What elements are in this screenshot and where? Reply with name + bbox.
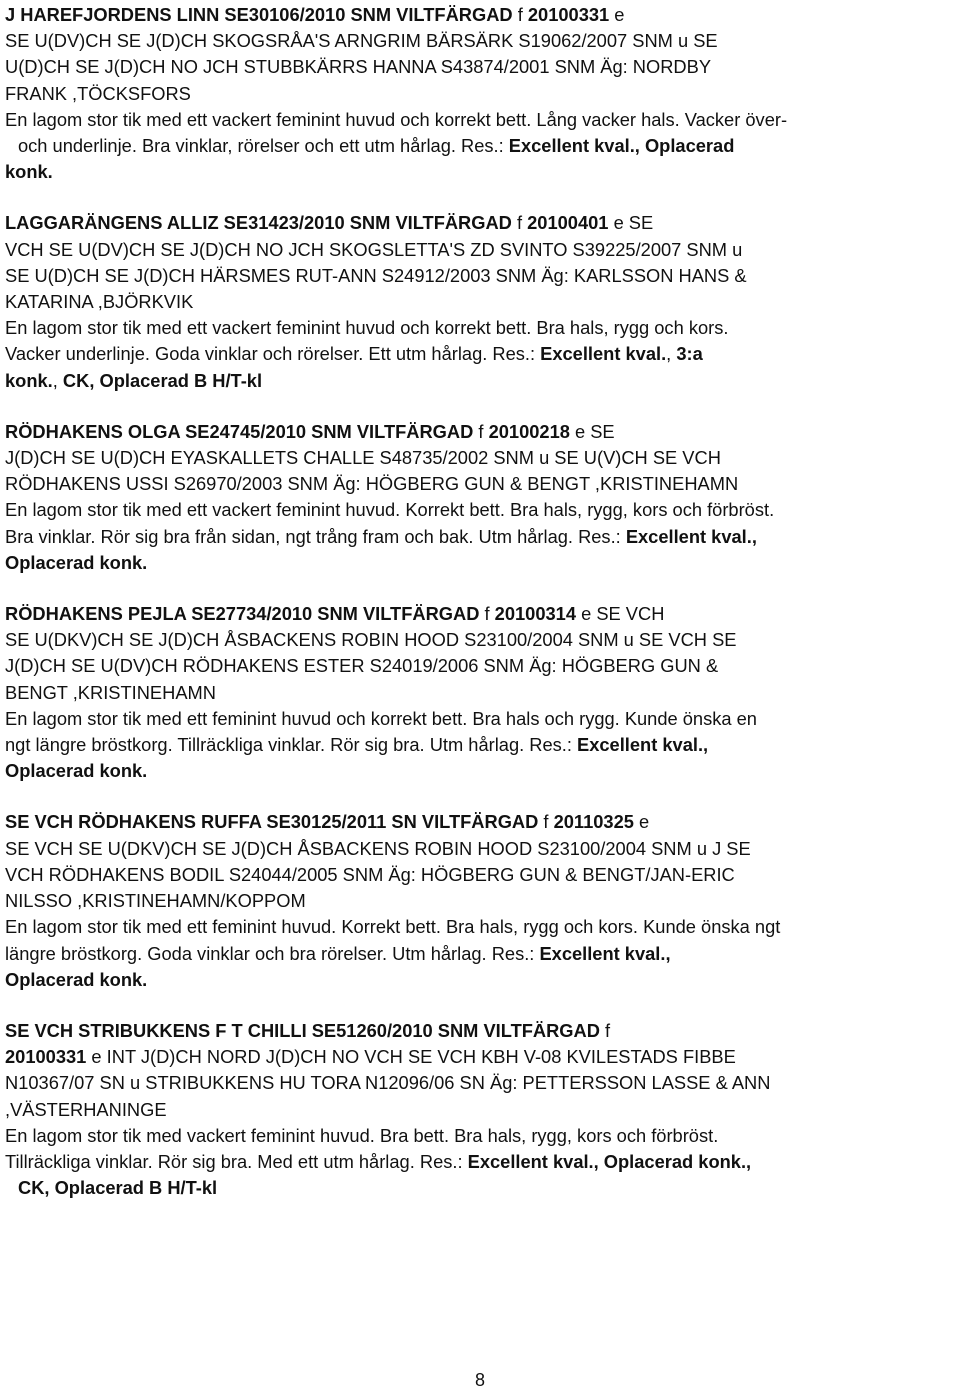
bold-text: SE VCH RÖDHAKENS RUFFA SE30125/2011 SN VILTFÄRGAD — [5, 811, 539, 833]
entry-text-line — [5, 28, 955, 54]
entry-text-line — [5, 706, 955, 732]
text-segment: NILSSO ,KRISTINEHAMN/KOPPOM — [5, 890, 306, 912]
entry-text-line — [5, 967, 955, 993]
bold-text: SE VCH STRIBUKKENS F T CHILLI SE51260/2010 SNM VILTFÄRGAD — [5, 1019, 600, 1041]
text-segment: ,VÄSTERHANINGE — [5, 1098, 167, 1120]
entry-text-line — [5, 862, 955, 888]
bold-text: CK, Oplacerad B H/T-kl — [18, 1177, 218, 1199]
bold-text: Excellent kval., — [539, 942, 671, 964]
entry-text-line — [5, 289, 955, 315]
entry-text-line — [5, 1097, 955, 1123]
bold-text: 3:a — [676, 343, 703, 365]
entry-text-line — [5, 445, 955, 471]
dog-entry — [5, 1018, 955, 1201]
bold-text: Excellent kval., Oplacerad konk., — [467, 1150, 752, 1172]
text-segment: FRANK ,TÖCKSFORS — [5, 82, 191, 104]
text-segment: e SE — [608, 212, 654, 234]
text-segment: e INT J(D)CH NORD J(D)CH NO VCH SE VCH KBH V-08 KVILESTADS FIBBE — [86, 1046, 736, 1068]
text-segment: e — [609, 4, 625, 25]
entry-text-line — [5, 1070, 955, 1096]
entry-text-line — [5, 471, 955, 497]
entry-text-line — [5, 341, 955, 367]
entry-text-line — [5, 941, 955, 967]
bold-text: 20100314 — [494, 603, 577, 625]
entry-text-line — [5, 1175, 955, 1201]
text-segment: Vacker underlinje. Goda vinklar och rörelser. Ett utm hårlag. Res.: — [5, 343, 541, 365]
text-segment: En lagom stor tik med ett feminint huvud och korrekt bett. Bra hals och rygg. Kunde önska en — [5, 707, 757, 729]
text-segment: och underlinje. Bra vinklar, rörelser och ett utm hårlag. Res.: — [18, 135, 509, 157]
dog-entry — [5, 601, 955, 784]
bold-text: Excellent kval., Oplacerad — [508, 135, 735, 157]
entry-text-line — [5, 653, 955, 679]
text-segment: En lagom stor tik med ett vackert feminint huvud och korrekt bett. Lång vacker hals. Vacker över- — [5, 108, 788, 130]
entry-text-line — [5, 54, 955, 80]
text-segment: f — [512, 4, 528, 25]
entry-heading-line — [5, 419, 955, 445]
entry-text-line — [5, 81, 955, 107]
page-number: 8 — [474, 1370, 485, 1390]
text-segment: N10367/07 SN u STRIBUKKENS HU TORA N12096/06 SN Äg: PETTERSSON LASSE & ANN — [5, 1072, 771, 1094]
text-segment: SE U(DKV)CH SE J(D)CH ÅSBACKENS ROBIN HOOD S23100/2004 SNM u SE VCH SE — [5, 629, 737, 651]
text-segment: f — [479, 603, 495, 625]
entry-text-line — [5, 550, 955, 576]
entry-text-line — [5, 263, 955, 289]
bold-text: Excellent kval. — [540, 343, 667, 365]
entry-text-line — [5, 368, 955, 394]
bold-text: Oplacerad konk. — [5, 968, 148, 990]
entry-heading-line — [5, 2, 955, 28]
entry-text-line — [5, 107, 955, 133]
text-segment: J(D)CH SE U(D)CH EYASKALLETS CHALLE S48735/2002 SNM u SE U(V)CH SE VCH — [5, 447, 721, 469]
dog-entry — [5, 210, 955, 393]
entry-heading-line — [5, 1018, 955, 1044]
entry-text-line — [5, 315, 955, 341]
text-segment: SE U(DV)CH SE J(D)CH SKOGSRÅA'S ARNGRIM BÄRSÄRK S19062/2007 SNM u SE — [5, 30, 718, 52]
text-segment: f — [473, 420, 489, 442]
entry-text-line — [5, 758, 955, 784]
text-segment: SE U(D)CH SE J(D)CH HÄRSMES RUT-ANN S24912/2003 SNM Äg: KARLSSON HANS & — [5, 264, 747, 286]
bold-text: LAGGARÄNGENS ALLIZ SE31423/2010 SNM VILTFÄRGAD — [5, 212, 512, 234]
bold-text: konk. — [5, 161, 53, 183]
dog-entry — [5, 2, 955, 185]
text-segment: En lagom stor tik med ett vackert feminint huvud. Korrekt bett. Bra hals, rygg, kors och förbröst. — [5, 499, 775, 521]
text-segment: RÖDHAKENS USSI S26970/2003 SNM Äg: HÖGBERG GUN & BENGT ,KRISTINEHAMN — [5, 473, 739, 495]
text-segment: f — [538, 811, 554, 833]
text-segment: Bra vinklar. Rör sig bra från sidan, ngt trång fram och bak. Utm hårlag. Res.: — [5, 525, 626, 547]
text-segment: U(D)CH SE J(D)CH NO JCH STUBBKÄRRS HANNA S43874/2001 SNM Äg: NORDBY — [5, 56, 712, 78]
dog-entry — [5, 809, 955, 992]
entry-text-line — [5, 732, 955, 758]
document-page — [5, 2, 955, 1226]
entry-text-line — [5, 1123, 955, 1149]
entry-text-line — [5, 914, 955, 940]
entry-text-line — [5, 524, 955, 550]
text-segment: En lagom stor tik med ett vackert feminint huvud och korrekt bett. Bra hals, rygg och kors. — [5, 317, 729, 339]
bold-text: Excellent kval., — [577, 734, 709, 756]
entry-text-line — [5, 888, 955, 914]
bold-text: RÖDHAKENS PEJLA SE27734/2010 SNM VILTFÄRGAD — [5, 603, 480, 625]
entry-text-line — [5, 680, 955, 706]
text-segment: , — [666, 343, 677, 365]
text-segment: BENGT ,KRISTINEHAMN — [5, 681, 216, 703]
text-segment: längre bröstkorg. Goda vinklar och bra rörelser. Utm hårlag. Res.: — [5, 942, 540, 964]
bold-text: 20100401 — [527, 212, 609, 234]
text-segment: En lagom stor tik med vackert feminint huvud. Bra bett. Bra hals, rygg, kors och förbröst. — [5, 1124, 719, 1146]
bold-text: 20100331 — [5, 1046, 87, 1068]
bold-text: 20100218 — [488, 420, 570, 442]
bold-text: 20110325 — [553, 811, 634, 833]
entry-text-line — [5, 1149, 955, 1175]
bold-text: RÖDHAKENS OLGA SE24745/2010 SNM VILTFÄRGAD — [5, 420, 474, 442]
bold-text: Excellent kval., — [625, 525, 757, 547]
text-segment: Tillräckliga vinklar. Rör sig bra. Med ett utm hårlag. Res.: — [5, 1150, 468, 1172]
entry-text-line — [5, 627, 955, 653]
entry-heading-line — [5, 210, 955, 236]
bold-text: Oplacerad konk. — [5, 551, 148, 573]
entry-text-line — [5, 237, 955, 263]
entry-text-line — [5, 497, 955, 523]
text-segment: VCH RÖDHAKENS BODIL S24044/2005 SNM Äg: HÖGBERG GUN & BENGT/JAN-ERIC — [5, 863, 735, 885]
text-segment: J(D)CH SE U(DV)CH RÖDHAKENS ESTER S24019/2006 SNM Äg: HÖGBERG GUN & — [5, 655, 719, 677]
entry-heading-line — [5, 809, 955, 835]
entry-text-line — [5, 1044, 955, 1070]
text-segment: ngt längre bröstkorg. Tillräckliga vinklar. Rör sig bra. Utm hårlag. Res.: — [5, 734, 578, 756]
entry-text-line — [5, 133, 955, 159]
text-segment: f — [511, 212, 528, 234]
text-segment: En lagom stor tik med ett feminint huvud. Korrekt bett. Bra hals, rygg och kors. Kunde önska ngt — [5, 916, 781, 938]
text-segment: VCH SE U(DV)CH SE J(D)CH NO JCH SKOGSLETTA'S ZD SVINTO S39225/2007 SNM u — [5, 238, 743, 260]
text-segment: SE VCH SE U(DKV)CH SE J(D)CH ÅSBACKENS ROBIN HOOD S23100/2004 SNM u J SE — [5, 837, 751, 859]
text-segment: e SE — [569, 420, 615, 442]
text-segment: e — [633, 811, 650, 833]
text-segment: , — [52, 369, 63, 391]
entry-text-line — [5, 159, 955, 185]
bold-text: konk. — [5, 369, 53, 391]
text-segment: KATARINA ,BJÖRKVIK — [5, 291, 194, 313]
dog-entry — [5, 419, 955, 576]
bold-text: Oplacerad konk. — [5, 760, 148, 782]
bold-text: 20100331 — [527, 4, 610, 25]
entry-text-line — [5, 836, 955, 862]
text-segment: f — [599, 1019, 611, 1041]
text-segment: e SE VCH — [576, 603, 665, 625]
entry-heading-line — [5, 601, 955, 627]
bold-text: CK, Oplacerad B H/T-kl — [62, 369, 263, 391]
bold-text: J HAREFJORDENS LINN SE30106/2010 SNM VILTFÄRGAD — [5, 4, 513, 25]
